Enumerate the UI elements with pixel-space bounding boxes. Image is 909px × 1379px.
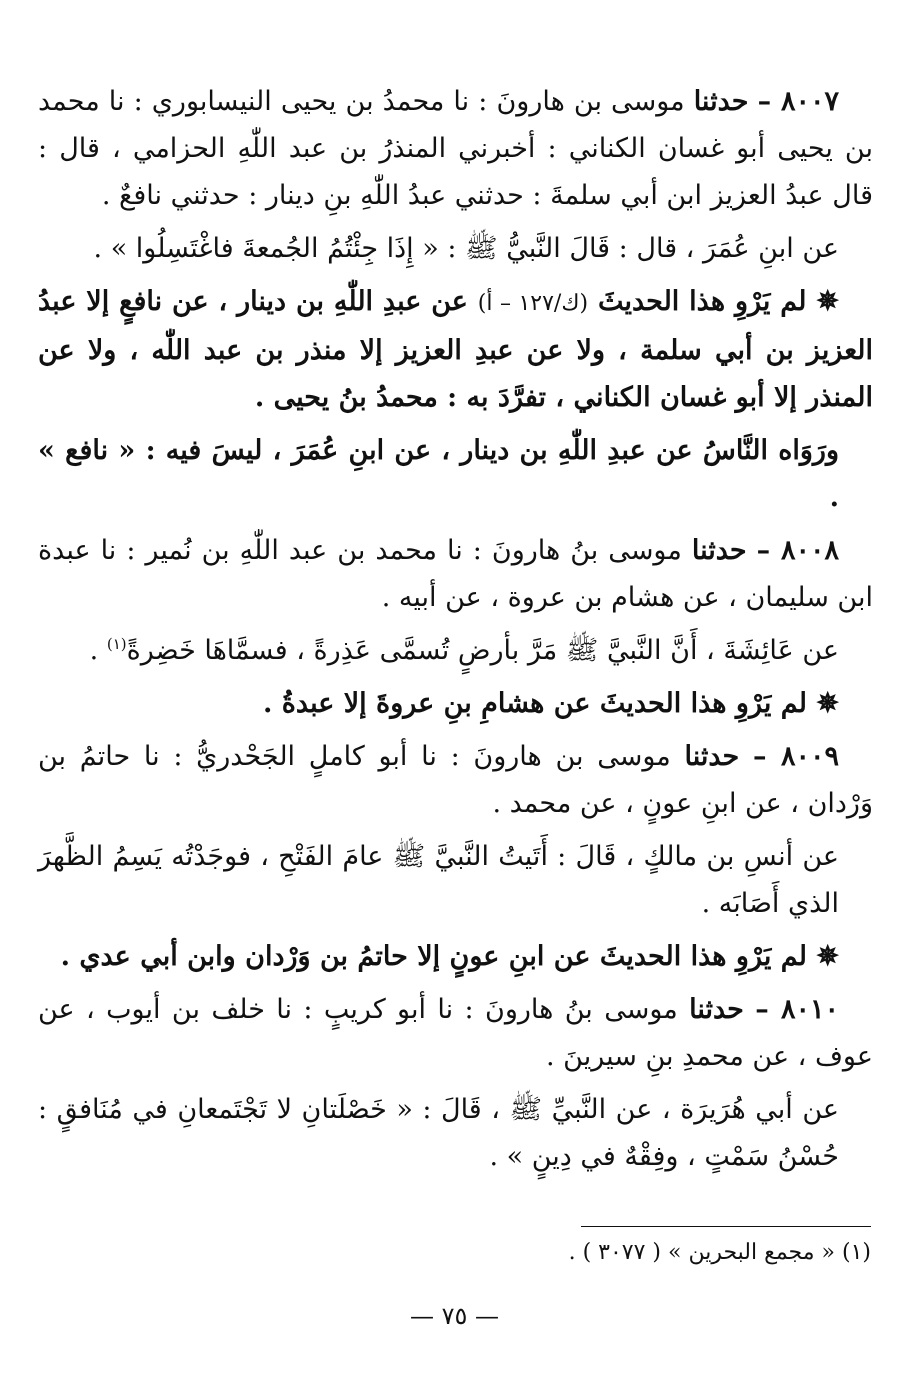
manuscript-ref: (ك/١٢٧ – أ) (477, 291, 589, 316)
note-8009: ✵ لم يَرْوِ هذا الحديثَ عن ابنِ عونٍ إلا حاتمُ بن وَرْدان وابن أبي عدي . (60, 941, 839, 972)
footnote-ref: (١) (106, 635, 127, 653)
footnote-marker: (١) (841, 1240, 871, 1265)
matn-8010: عن أبي هُرَيرَة ، عن النَّبيِّ ﷺ ، قَالَ : « خَصْلَتانِ لا تَجْتَمعانِ في مُنَافقٍ : حُسْنُ سَمْتٍ ، وفِقْهٌ في دِينٍ » . (38, 1094, 839, 1172)
hadith-number: ٨٠١٠ – (755, 994, 839, 1025)
footnote (569, 1236, 871, 1270)
note-8007-a: ✵ لم يَرْوِ هذا الحديثَ (ك/١٢٧ – أ) عن عبدِ اللّٰهِ بن دينار ، عن نافعٍ إلا عبدُ العزيز بن أبي سلمة ، ولا عن عبدِ العزيز إلا منذر بن عبد اللّٰه ، ولا عن المنذر إلا أبو غسان الكناني ، تفرَّدَ به : محمدُ بنُ يحيى . (38, 286, 873, 413)
isnad-text: موسى بن هارونَ : نا أبو كاملٍ الجَحْدريُّ : نا حاتمُ بن وَرْدان ، عن ابنِ عونٍ ، عن محمد . (38, 741, 873, 819)
hadith-number: ٨٠٠٧ – (757, 86, 839, 117)
note-8008: ✵ لم يَرْوِ هذا الحديثَ عن هشامِ بنِ عروةَ إلا عبدةُ . (262, 688, 839, 719)
isnad-8007 (38, 78, 873, 219)
footnote-divider (581, 1226, 871, 1227)
haddathana: حدثنا (691, 535, 747, 566)
matn-8008: عن عَائِشَةَ ، أَنَّ النَّبيَّ ﷺ مَرَّ بأرضٍ تُسمَّى عَذِرةً ، فسمَّاهَا خَضِرةً$^{(١)}$ . (89, 635, 839, 666)
matn-8007: عن ابنِ عُمَرَ ، قال : قَالَ النَّبيُّ ﷺ : « إِذَا جِئْتُمُ الجُمعةَ فاغْتَسِلُوا » . (93, 233, 839, 264)
page-number: — ٧٥ — (409, 1302, 500, 1330)
footnote-text: « مجمع البحرين » ( ٣٠٧٧ ) . (568, 1240, 835, 1265)
hadith-number: ٨٠٠٨ – (756, 535, 839, 566)
isnad-text: موسى بن هارونَ : نا محمدُ بن يحيى النيسابوري : نا محمد بن يحيى أبو غسان الكناني : أخبرني المنذرُ بن عبد اللّٰهِ الحزامي ، قال : قال عبدُ العزيز ابن أبي سلمةَ : حدثني عبدُ اللّٰهِ بنِ دينار : حدثني نافعٌ . (38, 86, 873, 211)
isnad-8008 (38, 527, 873, 621)
note-8007-b: ورَوَاه النَّاسُ عن عبدِ اللّٰهِ بن دينار ، عن ابنِ عُمَرَ ، ليسَ فيه : « نافع » . (38, 435, 839, 513)
haddathana: حدثنا (684, 741, 740, 772)
hadith-number: ٨٠٠٩ – (752, 741, 840, 772)
isnad-8010 (38, 986, 873, 1080)
isnad-text: موسى بنُ هارونَ : نا محمد بن عبد اللّٰهِ بن نُمير : نا عبدة ابن سليمان ، عن هشام بن عروة ، عن أبيه . (38, 535, 873, 613)
haddathana: حدثنا (689, 994, 744, 1025)
isnad-8009 (38, 733, 873, 827)
page-body (38, 78, 873, 1186)
isnad-text: موسى بنُ هارونَ : نا أبو كريبٍ : نا خلف بن أيوب ، عن عوف ، عن محمدِ بنِ سيرينَ . (38, 994, 873, 1072)
matn-8009: عن أنسِ بن مالكٍ ، قَالَ : أَتَيتُ النَّبيَّ ﷺ عامَ الفَتْحِ ، فوجَدْتُه يَسِمُ الظَّهرَ الذي أَصَابَه . (38, 841, 839, 919)
haddathana: حدثنا (693, 86, 749, 117)
